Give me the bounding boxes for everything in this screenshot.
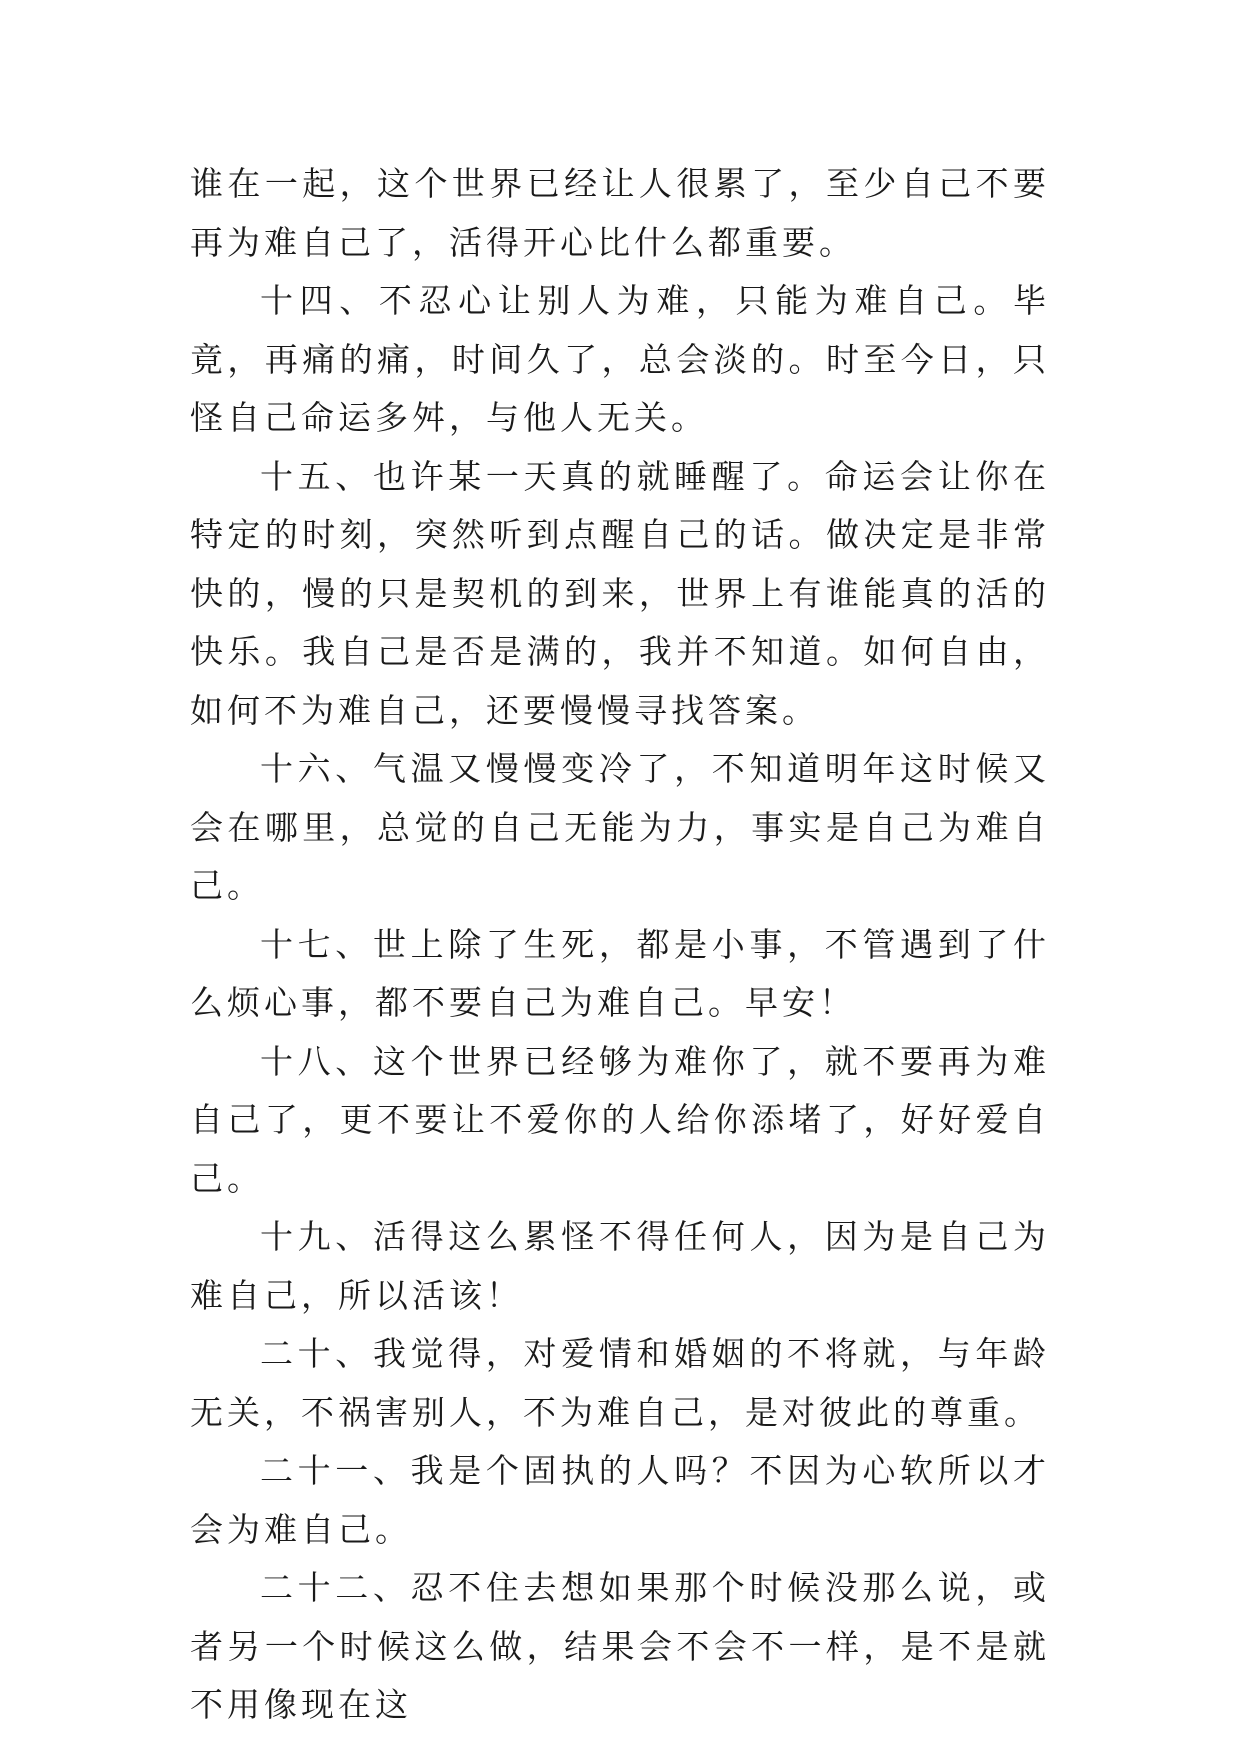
paragraph-22: 二十二、忍不住去想如果那个时候没那么说，或者另一个时候这么做，结果会不会不一样，是不是就不用像现在这 [190,1568,1050,1724]
paragraph-21: 二十一、我是个固执的人吗？不因为心软所以才会为难自己。 [190,1451,1050,1549]
paragraph-18: 十八、这个世界已经够为难你了，就不要再为难自己了，更不要让不爱你的人给你添堵了，好好爱自己。 [190,1041,1050,1198]
document-body [190,155,1050,1735]
paragraph-continuation: 谁在一起，这个世界已经让人很累了，至少自己不要再为难自己了，活得开心比什么都重要。 [190,164,1050,262]
paragraph-17: 十七、世上除了生死，都是小事，不管遇到了什么烦心事，都不要自己为难自己。早安！ [190,924,1050,1022]
paragraph-19: 十九、活得这么累怪不得任何人，因为是自己为难自己，所以活该！ [190,1217,1050,1315]
paragraph-20: 二十、我觉得，对爱情和婚姻的不将就，与年龄无关，不祸害别人，不为难自己，是对彼此的尊重。 [190,1334,1050,1432]
paragraph-16: 十六、气温又慢慢变冷了，不知道明年这时候又会在哪里，总觉的自己无能为力，事实是自己为难自己。 [190,749,1050,905]
paragraph-14: 十四、不忍心让别人为难，只能为难自己。毕竟，再痛的痛，时间久了，总会淡的。时至今日，只怪自己命运多舛，与他人无关。 [190,281,1050,437]
paragraph-15: 十五、也许某一天真的就睡醒了。命运会让你在特定的时刻，突然听到点醒自己的话。做决定是非常快的，慢的只是契机的到来，世界上有谁能真的活的快乐。我自己是否是满的，我并不知道。如何自由，如何不为难自己，还要慢慢寻找答案。 [190,456,1050,730]
